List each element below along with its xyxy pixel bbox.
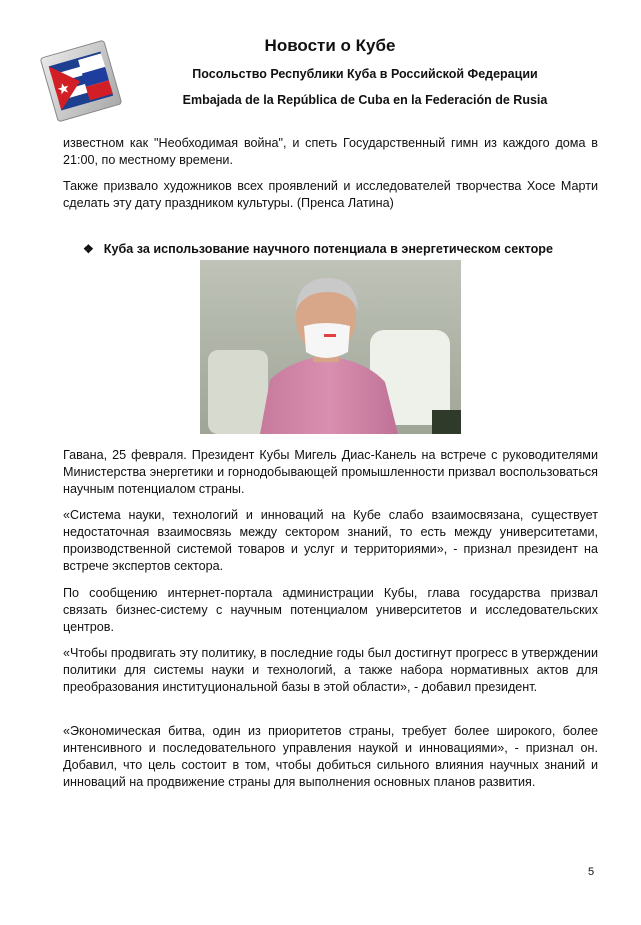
- intro-paragraph-2: Также призвало художников всех проявлений и исследователей творчества Хосе Марти сделать эту дату праздником культуры. (Пренса Латина): [63, 179, 598, 210]
- article-paragraph-1: Гавана, 25 февраля. Президент Кубы Мигель Диас-Канель на встрече с руководителями Министерства энергетики и горнодобывающей промышленности призвал воспользоваться научным потенциалом страны.: [63, 448, 598, 496]
- article-paragraph-3: По сообщению интернет-портала администрации Кубы, глава государства призвал связать бизнес-систему с научным потенциалом университетов и исследовательских центров.: [63, 586, 598, 634]
- article-paragraph-5: «Экономическая битва, один из приоритетов страны, требует более широкого, более интенсивного и последовательного управления наукой и инновациями», - признал он. Добавил, что цель состоит в том, чтобы добиться сильного влияния научных знаний и инноваций на продвижение страны для выполнения основных планов развития.: [63, 724, 598, 789]
- article-photo: [200, 260, 461, 434]
- article-title-text: Куба за использование научного потенциала в энергетическом секторе: [103, 242, 553, 256]
- newsletter-title: Новости о Кубе: [264, 36, 396, 55]
- article-paragraph-2: «Система науки, технологий и инноваций на Кубе слабо взаимосвязана, существует недостаточная взаимосвязь между сектором знаний, то есть между университетами, производственной системой товаров и услуг и территориями», - признал президент на встрече экспертов сектора.: [63, 508, 598, 573]
- embassy-name-ru: Посольство Республики Куба в Российской Федерации: [192, 67, 538, 81]
- diamond-bullet-icon: ❖: [83, 242, 94, 256]
- embassy-name-es: Embajada de la República de Cuba en la Federación de Rusia: [182, 93, 548, 107]
- embassy-flag-logo: [40, 40, 122, 122]
- article-paragraph-4: «Чтобы продвигать эту политику, в последние годы был достигнут прогресс в утверждении политики для системы науки и технологий, а также набора нормативных актов для преобразования институциональной базы в этой области», - добавил президент.: [63, 646, 598, 694]
- intro-paragraph-1: известном как "Необходимая война", и спеть Государственный гимн из каждого дома в 21:00, по местному времени.: [63, 136, 598, 167]
- page-number: 5: [588, 866, 595, 878]
- article-title: [83, 242, 598, 256]
